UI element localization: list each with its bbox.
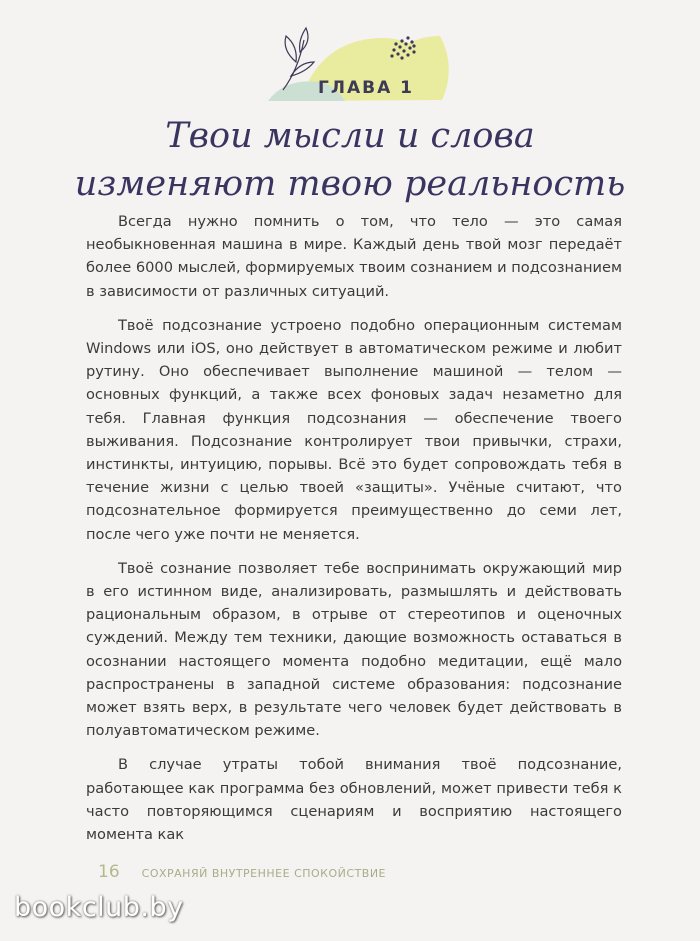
running-head: СОХРАНЯЙ ВНУТРЕННЕЕ СПОКОЙСТВИЕ	[141, 867, 387, 880]
chapter-title-line2: изменяют твою реальность	[74, 164, 626, 204]
page-footer	[98, 862, 386, 882]
chapter-title-line1: Твои мысли и слова	[165, 116, 535, 156]
paragraph: В случае утраты тобой внимания твоё подсознание, работающее как программа без обновлений, может привести тебя к часто повторяющимся сценариям и восприятию настоящего момента как	[86, 756, 622, 844]
paragraph: Всегда нужно помнить о том, что тело — это самая необыкновенная машина в мире. Каждый день твой мозг передаёт более 6000 мыслей, формируемых твоим сознанием и подсознанием в зависимости от различных ситуаций.	[86, 213, 623, 300]
watermark-logo: bookclub.by	[14, 892, 184, 923]
chapter-label: ГЛАВА 1	[318, 78, 414, 98]
paragraph: Твоё сознание позволяет тебе воспринимать окружающий мир в его истинном виде, анализировать, размышлять и действовать рациональным образом, в отрыве от стереотипов и оценочных суждений. Между тем техники, дающие возможность оставаться в осознании настоящего момента подобно медитации, ещё мало распространены в западной системе образования: подсознание может взять верх, в результате чего человек будет действовать в полуавтоматическом режиме.	[86, 559, 622, 740]
body-text	[86, 210, 622, 857]
chapter-title	[0, 112, 700, 208]
page-number: 16	[98, 862, 120, 882]
paragraph: Твоё подсознание устроено подобно операционным системам Windows или iOS, оно действует в автоматическом режиме и любит рутину. Оно обеспечивает выполнение машиной — телом — основных функций, а также всех фоновых задач незаметно для тебя. Главная функция подсознания — обеспечение твоего выживания. Подсознание контролирует твои привычки, страхи, инстинкты, интуицию, порывы. Всё это будет сопровождать тебя в течение жизни с целью твоей «защиты». Учёные считают, что подсознательное формируется преимущественно до семи лет, после чего уже почти не меняется.	[86, 316, 622, 543]
